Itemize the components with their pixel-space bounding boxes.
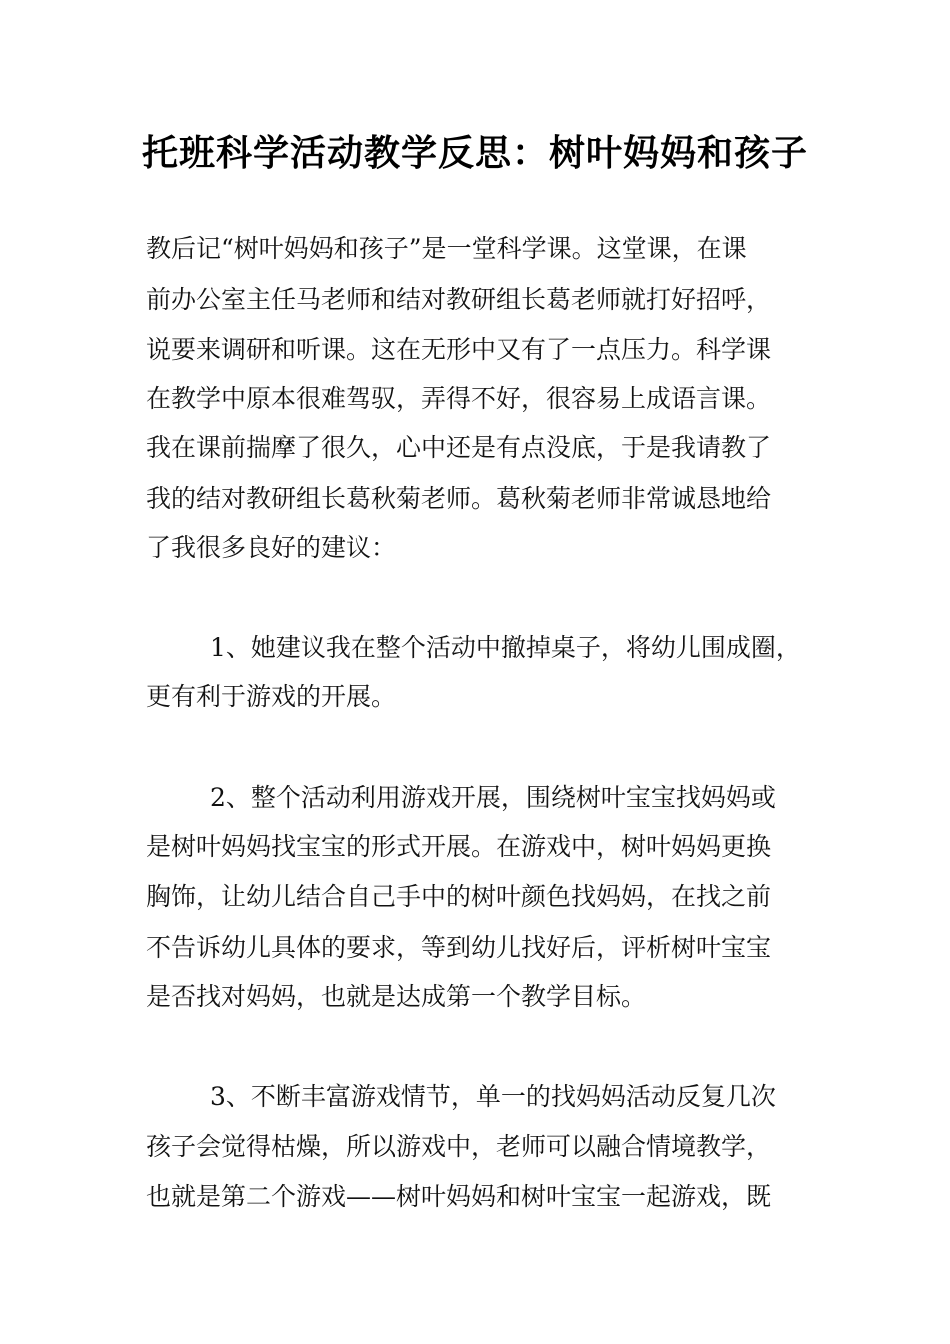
paragraph-1-line-7: 了我很多良好的建议： bbox=[146, 533, 397, 562]
paragraph-3-line-2: 是树叶妈妈找宝宝的形式开展。在游戏中，树叶妈妈更换 bbox=[146, 832, 772, 861]
paragraph-4-line-1: 3、不断丰富游戏情节，单一的找妈妈活动反复几次 bbox=[210, 1082, 776, 1111]
paragraph-2-line-1: 1、她建议我在整个活动中撤掉桌子，将幼儿围成圈， bbox=[210, 633, 801, 662]
paragraph-1-line-3: 说要来调研和听课。这在无形中又有了一点压力。科学课 bbox=[146, 335, 772, 364]
paragraph-3-line-3: 胸饰，让幼儿结合自己手中的树叶颜色找妈妈，在找之前 bbox=[146, 882, 772, 911]
paragraph-3-line-1: 2、整个活动利用游戏开展，围绕树叶宝宝找妈妈或 bbox=[210, 783, 776, 812]
paragraph-3-line-4: 不告诉幼儿具体的要求，等到幼儿找好后，评析树叶宝宝 bbox=[146, 933, 772, 962]
paragraph-1-line-1: 教后记“树叶妈妈和孩子”是一堂科学课。这堂课，在课 bbox=[146, 234, 747, 263]
paragraph-1-line-2: 前办公室主任马老师和结对教研组长葛老师就打好招呼， bbox=[146, 285, 772, 314]
paragraph-1-line-6: 我的结对教研组长葛秋菊老师。葛秋菊老师非常诚恳地给 bbox=[146, 484, 772, 513]
paragraph-4-line-3: 也就是第二个游戏——树叶妈妈和树叶宝宝一起游戏，既 bbox=[146, 1182, 772, 1211]
paragraph-1-line-5: 我在课前揣摩了很久，心中还是有点没底，于是我请教了 bbox=[146, 433, 772, 462]
paragraph-4-line-2: 孩子会觉得枯燥，所以游戏中，老师可以融合情境教学， bbox=[146, 1132, 772, 1161]
paragraph-2-line-2: 更有利于游戏的开展。 bbox=[146, 682, 397, 711]
document-title: 托班科学活动教学反思：树叶妈妈和孩子 bbox=[141, 133, 808, 174]
paragraph-3-line-5: 是否找对妈妈，也就是达成第一个教学目标。 bbox=[146, 982, 647, 1011]
paragraph-1-line-4: 在教学中原本很难驾驭，弄得不好，很容易上成语言课。 bbox=[146, 384, 772, 413]
